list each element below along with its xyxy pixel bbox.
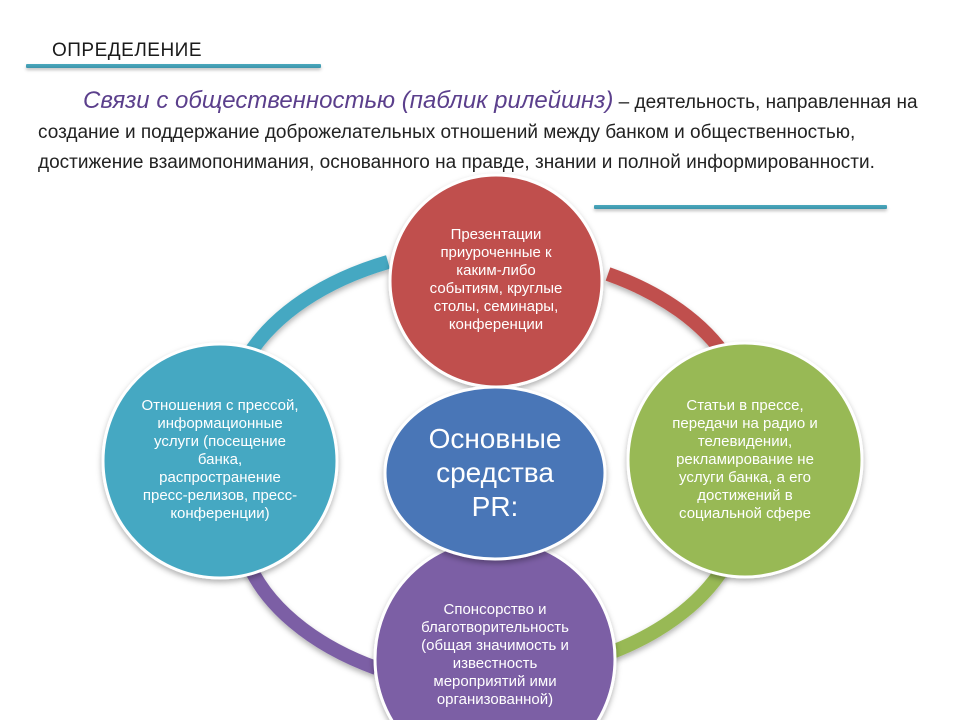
arc-bottom-right [612,560,728,652]
node-events-label: Презентации приуроченные к каким-либо событиям, круглые столы, семинары, конференции [429,226,563,333]
arc-top-left [248,262,388,356]
node-press-relations-label: Отношения с прессой, информационные услуги (посещение банка, распространение пресс-релизов, пресс-конференции) [141,397,299,522]
definition-text: – деятельность, направленная на создание и поддержание доброжелательных отношений между банком и общественностью, достижение взаимопонимания, основанного на правде, знании и полной информированности. [38,92,918,173]
slide-heading: ОПРЕДЕЛЕНИЕ [52,40,203,61]
center-label: Основные средства PR: [428,423,562,522]
definition-term: Связи с общественностью (паблик рилейшнз) [83,87,614,114]
node-sponsorship-label: Спонсорство и благотворительность (общая значимость и известность мероприятий ими организованной) [421,601,569,708]
arc-bottom-left [246,558,376,668]
node-press-articles-label: Статьи в прессе, передачи на радио и телевидении, рекламирование не услуги банка, а его достижений в социальной сфере [672,397,818,522]
